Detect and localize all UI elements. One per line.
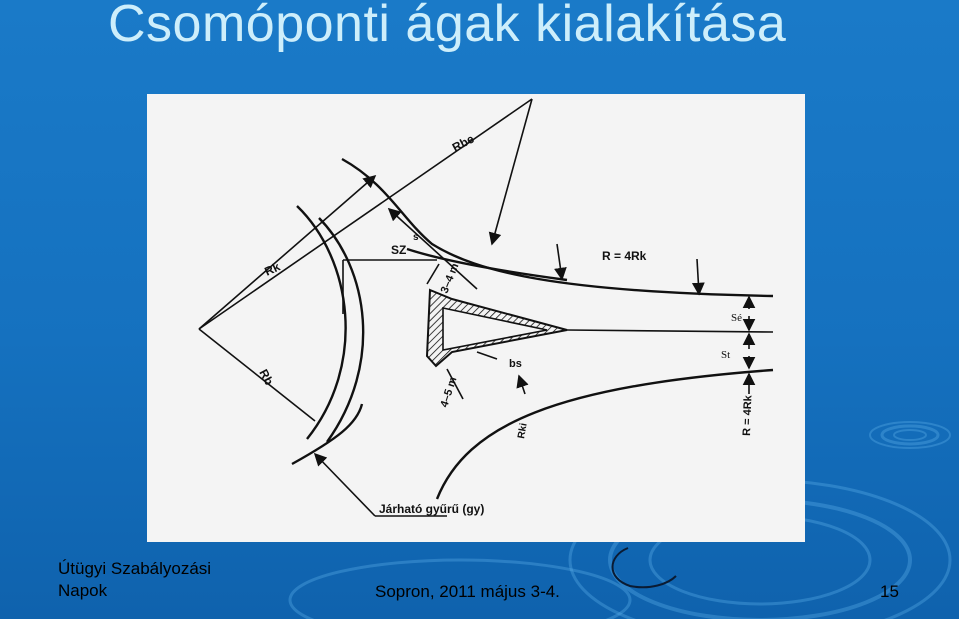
label-r-b: Rb [256,366,277,388]
label-s: s [413,232,419,243]
label-r-be: Rbe [449,131,477,155]
page-number: 15 [880,582,899,601]
intersection-diagram [147,94,805,542]
label-r-ki: Rki [516,422,530,440]
label-st: St [721,349,731,361]
label-offset-top: 3–4 m [438,261,462,296]
label-sz: SZ [391,243,407,257]
label-r-4rk-side: R = 4Rk [741,395,755,437]
label-offset-bottom: 4–5 m [438,375,460,409]
label-bs: bs [509,358,522,370]
label-r-k: Rk [262,259,283,279]
median-axis [567,330,773,332]
label-ring: Járható gyűrű (gy) [379,502,485,516]
footer-org-line2: Napok [58,581,108,600]
label-r-4rk-top: R = 4Rk [602,249,647,263]
footer-place-date: Sopron, 2011 május 3-4. [375,582,560,601]
label-se: Sé [731,312,742,324]
slide-title: Csomóponti ágak kialakítása [108,0,787,53]
footer-org-line1: Útügyi Szabályozási [58,559,212,578]
footer-organization [58,558,258,602]
